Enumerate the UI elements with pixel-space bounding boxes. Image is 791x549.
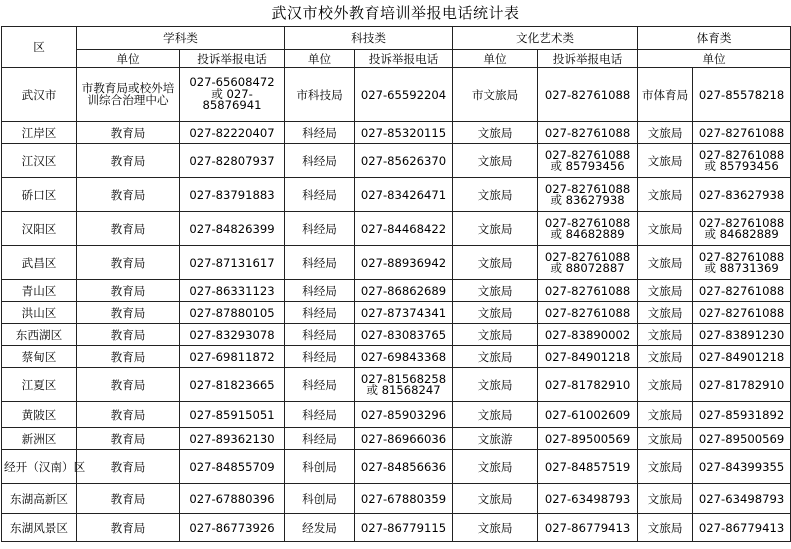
sports-unit-cell: 文旅局 [638,368,693,402]
subject-unit-cell: 教育局 [77,324,180,346]
header-unit: 单位 [77,50,180,68]
subject-unit-cell: 教育局 [77,484,180,514]
sports-unit-cell: 文旅局 [638,144,693,178]
sports-unit-cell: 文旅局 [638,302,693,324]
subject-phone-cell: 027-83791883 [180,178,285,212]
district-cell: 经开（汉南）区 [2,450,77,484]
header-group-row [2,27,791,50]
sports-phone-cell: 027-82761088 或 84682889 [693,212,791,246]
tech-phone-cell: 027-85903296 [355,402,453,428]
sports-unit-cell: 文旅局 [638,324,693,346]
subject-unit-cell: 教育局 [77,514,180,542]
subject-unit-cell: 教育局 [77,402,180,428]
sports-phone-cell: 027-89500569 [693,428,791,450]
arts-unit-cell: 文旅局 [453,212,538,246]
table-row [2,514,791,542]
sports-unit-cell: 文旅局 [638,212,693,246]
subject-phone-cell: 027-84826399 [180,212,285,246]
arts-unit-cell: 市文旅局 [453,68,538,122]
arts-phone-cell: 027-84901218 [538,346,638,368]
header-group-subject: 学科类 [77,27,285,50]
table-body [2,68,791,542]
arts-phone-cell: 027-86779413 [538,514,638,542]
subject-unit-cell: 教育局 [77,212,180,246]
subject-phone-cell: 027-65608472 或 027-85876941 [180,68,285,122]
tech-phone-cell: 027-86966036 [355,428,453,450]
header-district: 区 [2,27,77,68]
sports-phone-cell: 027-83627938 [693,178,791,212]
subject-unit-cell: 教育局 [77,178,180,212]
sports-unit-cell: 文旅局 [638,178,693,212]
tech-phone-cell: 027-88936942 [355,246,453,280]
subject-phone-cell: 027-86773926 [180,514,285,542]
subject-unit-cell: 教育局 [77,122,180,144]
tech-phone-cell: 027-67880359 [355,484,453,514]
tech-phone-cell: 027-83083765 [355,324,453,346]
sports-unit-cell: 文旅局 [638,450,693,484]
district-cell: 江夏区 [2,368,77,402]
tech-phone-cell: 027-65592204 [355,68,453,122]
tech-unit-cell: 科经局 [285,402,355,428]
tech-unit-cell: 科经局 [285,212,355,246]
table-row [2,122,791,144]
tech-phone-cell: 027-86779115 [355,514,453,542]
sports-phone-cell: 027-82761088 [693,122,791,144]
arts-phone-cell: 027-84857519 [538,450,638,484]
arts-phone-cell: 027-83890002 [538,324,638,346]
tech-unit-cell: 科经局 [285,246,355,280]
sports-phone-cell: 027-82761088 [693,302,791,324]
subject-phone-cell: 027-82220407 [180,122,285,144]
header-phone: 投诉举报电话 [355,50,453,68]
sports-phone-cell: 027-86779413 [693,514,791,542]
sports-unit-cell: 文旅局 [638,402,693,428]
header-phone: 投诉举报电话 [538,50,638,68]
district-cell: 江汉区 [2,144,77,178]
subject-unit-cell: 教育局 [77,346,180,368]
arts-unit-cell: 文旅局 [453,346,538,368]
arts-unit-cell: 文旅游 [453,428,538,450]
district-cell: 黄陂区 [2,402,77,428]
sports-phone-cell: 027-85578218 [693,68,791,122]
subject-phone-cell: 027-87880105 [180,302,285,324]
arts-phone-cell: 027-89500569 [538,428,638,450]
sports-phone-cell: 027-82761088 或 88731369 [693,246,791,280]
arts-unit-cell: 文旅局 [453,514,538,542]
district-cell: 蔡甸区 [2,346,77,368]
district-cell: 新洲区 [2,428,77,450]
tech-unit-cell: 科经局 [285,178,355,212]
header-phone: 投诉举报电话 [180,50,285,68]
arts-phone-cell: 027-61002609 [538,402,638,428]
arts-phone-cell: 027-82761088 [538,68,638,122]
district-cell: 东湖风景区 [2,514,77,542]
table-row [2,178,791,212]
tech-phone-cell: 027-84856636 [355,450,453,484]
arts-phone-cell: 027-82761088 或 88072887 [538,246,638,280]
district-cell: 洪山区 [2,302,77,324]
tech-phone-cell: 027-85626370 [355,144,453,178]
tech-unit-cell: 科经局 [285,280,355,302]
arts-unit-cell: 文旅局 [453,450,538,484]
table-row [2,428,791,450]
tech-phone-cell: 027-69843368 [355,346,453,368]
subject-phone-cell: 027-89362130 [180,428,285,450]
tech-unit-cell: 科经局 [285,346,355,368]
arts-phone-cell: 027-82761088 [538,122,638,144]
subject-unit-cell: 教育局 [77,144,180,178]
page-title: 武汉市校外教育培训举报电话统计表 [271,4,520,22]
arts-unit-cell: 文旅局 [453,280,538,302]
header-unit: 单位 [453,50,538,68]
tech-unit-cell: 经发局 [285,514,355,542]
subject-unit-cell: 教育局 [77,368,180,402]
subject-unit-cell: 市教育局或校外培训综合治理中心 [77,68,180,122]
arts-unit-cell: 文旅局 [453,324,538,346]
arts-unit-cell: 文旅局 [453,178,538,212]
tech-unit-cell: 科创局 [285,450,355,484]
subject-unit-cell: 教育局 [77,302,180,324]
district-cell: 东湖高新区 [2,484,77,514]
subject-unit-cell: 教育局 [77,450,180,484]
header-sub-row [2,50,791,68]
arts-phone-cell: 027-82761088 或 84682889 [538,212,638,246]
table-row [2,280,791,302]
district-cell: 硚口区 [2,178,77,212]
district-cell: 武昌区 [2,246,77,280]
header-group-tech: 科技类 [285,27,453,50]
header-unit: 单位 [638,50,791,68]
sports-unit-cell: 文旅局 [638,280,693,302]
table-row [2,144,791,178]
subject-phone-cell: 027-81823665 [180,368,285,402]
table-row [2,68,791,122]
arts-unit-cell: 文旅局 [453,144,538,178]
arts-unit-cell: 文旅局 [453,122,538,144]
sports-phone-cell: 027-82761088 或 85793456 [693,144,791,178]
sports-unit-cell: 市体育局 [638,68,693,122]
subject-phone-cell: 027-84855709 [180,450,285,484]
tech-unit-cell: 科创局 [285,484,355,514]
sports-unit-cell: 文旅局 [638,246,693,280]
table-row [2,484,791,514]
subject-phone-cell: 027-86331123 [180,280,285,302]
sports-phone-cell: 027-84399355 [693,450,791,484]
sports-phone-cell: 027-63498793 [693,484,791,514]
table-row [2,346,791,368]
sports-unit-cell: 文旅局 [638,428,693,450]
table-row [2,246,791,280]
tech-unit-cell: 科经局 [285,122,355,144]
tech-phone-cell: 027-87374341 [355,302,453,324]
subject-phone-cell: 027-67880396 [180,484,285,514]
tech-phone-cell: 027-86862689 [355,280,453,302]
table-row [2,450,791,484]
sports-unit-cell: 文旅局 [638,514,693,542]
subject-phone-cell: 027-69811872 [180,346,285,368]
subject-phone-cell: 027-82807937 [180,144,285,178]
sports-unit-cell: 文旅局 [638,122,693,144]
arts-unit-cell: 文旅局 [453,402,538,428]
subject-unit-cell: 教育局 [77,246,180,280]
subject-unit-cell: 教育局 [77,428,180,450]
tech-unit-cell: 科经局 [285,428,355,450]
tech-unit-cell: 科经局 [285,324,355,346]
arts-phone-cell: 027-82761088 [538,302,638,324]
sports-phone-cell: 027-83891230 [693,324,791,346]
district-cell: 汉阳区 [2,212,77,246]
table-row [2,302,791,324]
table-row [2,368,791,402]
sports-phone-cell: 027-82761088 [693,280,791,302]
tech-phone-cell: 027-84468422 [355,212,453,246]
hotline-table [1,26,791,542]
sports-unit-cell: 文旅局 [638,346,693,368]
table-row [2,212,791,246]
subject-phone-cell: 027-85915051 [180,402,285,428]
table-row [2,402,791,428]
tech-unit-cell: 科经局 [285,368,355,402]
tech-unit-cell: 市科技局 [285,68,355,122]
arts-phone-cell: 027-81782910 [538,368,638,402]
header-group-sports: 体育类 [638,27,791,50]
sports-phone-cell: 027-81782910 [693,368,791,402]
sports-phone-cell: 027-84901218 [693,346,791,368]
tech-phone-cell: 027-81568258 或 81568247 [355,368,453,402]
sports-unit-cell: 文旅局 [638,484,693,514]
district-cell: 江岸区 [2,122,77,144]
district-cell: 青山区 [2,280,77,302]
arts-unit-cell: 文旅局 [453,246,538,280]
header-group-arts: 文化艺术类 [453,27,638,50]
arts-phone-cell: 027-82761088 或 83627938 [538,178,638,212]
tech-phone-cell: 027-83426471 [355,178,453,212]
arts-phone-cell: 027-63498793 [538,484,638,514]
district-cell: 武汉市 [2,68,77,122]
arts-unit-cell: 文旅局 [453,484,538,514]
subject-phone-cell: 027-83293078 [180,324,285,346]
arts-unit-cell: 文旅局 [453,302,538,324]
sports-phone-cell: 027-85931892 [693,402,791,428]
district-cell: 东西湖区 [2,324,77,346]
tech-unit-cell: 科经局 [285,144,355,178]
subject-phone-cell: 027-87131617 [180,246,285,280]
subject-unit-cell: 教育局 [77,280,180,302]
tech-phone-cell: 027-85320115 [355,122,453,144]
tech-unit-cell: 科经局 [285,302,355,324]
arts-unit-cell: 文旅局 [453,368,538,402]
header-unit: 单位 [285,50,355,68]
arts-phone-cell: 027-82761088 或 85793456 [538,144,638,178]
table-row [2,324,791,346]
arts-phone-cell: 027-82761088 [538,280,638,302]
